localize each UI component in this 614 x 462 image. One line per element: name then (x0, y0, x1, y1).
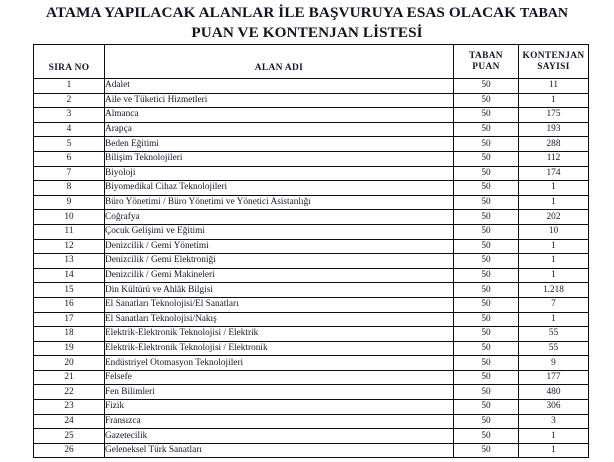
cell-alan-adi: Felsefe (105, 370, 454, 385)
cell-sira-no: 13 (34, 254, 105, 269)
cell-kontenjan-sayisi: 3 (519, 414, 589, 429)
page-title (0, 0, 614, 42)
column-header-kontenjan-line-1: KONTENJAN (522, 50, 585, 61)
cell-alan-adi: Büro Yönetimi / Büro Yönetimi ve Yönetici Asistanlığı (105, 195, 454, 210)
table-row (34, 443, 589, 458)
cell-alan-adi: Aile ve Tüketici Hizmetleri (105, 93, 454, 108)
cell-taban-puan: 50 (454, 414, 519, 429)
column-header-kontenjan-sayisi (519, 45, 589, 79)
table-row (34, 370, 589, 385)
cell-kontenjan-sayisi: 55 (519, 341, 589, 356)
cell-sira-no: 9 (34, 195, 105, 210)
taban-puan-kontenjan-table (33, 44, 589, 458)
cell-taban-puan: 50 (454, 429, 519, 444)
cell-sira-no: 23 (34, 400, 105, 415)
table-row (34, 283, 589, 298)
cell-kontenjan-sayisi: 306 (519, 400, 589, 415)
table-row (34, 137, 589, 152)
cell-alan-adi: Fizik (105, 400, 454, 415)
cell-taban-puan: 50 (454, 239, 519, 254)
cell-alan-adi: Bilişim Teknolojileri (105, 151, 454, 166)
cell-sira-no: 22 (34, 385, 105, 400)
column-header-sira-no: SIRA NO (34, 45, 105, 79)
cell-sira-no: 3 (34, 108, 105, 123)
cell-alan-adi: Gazetecilik (105, 429, 454, 444)
cell-sira-no: 4 (34, 122, 105, 137)
cell-kontenjan-sayisi: 202 (519, 210, 589, 225)
cell-sira-no: 17 (34, 312, 105, 327)
cell-kontenjan-sayisi: 1 (519, 181, 589, 196)
listing-table-container (33, 44, 588, 458)
cell-taban-puan: 50 (454, 108, 519, 123)
cell-taban-puan: 50 (454, 254, 519, 269)
cell-kontenjan-sayisi: 1 (519, 93, 589, 108)
cell-sira-no: 11 (34, 224, 105, 239)
table-row (34, 93, 589, 108)
table-row (34, 385, 589, 400)
cell-taban-puan: 50 (454, 137, 519, 152)
table-body (34, 79, 589, 458)
cell-kontenjan-sayisi: 1 (519, 239, 589, 254)
cell-alan-adi: Biyoloji (105, 166, 454, 181)
table-row (34, 166, 589, 181)
cell-kontenjan-sayisi: 112 (519, 151, 589, 166)
table-row (34, 268, 589, 283)
cell-sira-no: 6 (34, 151, 105, 166)
table-row (34, 195, 589, 210)
cell-sira-no: 10 (34, 210, 105, 225)
table-row (34, 312, 589, 327)
table-row (34, 254, 589, 269)
table-row (34, 239, 589, 254)
cell-taban-puan: 50 (454, 195, 519, 210)
column-header-alan-adi: ALAN ADI (105, 45, 454, 79)
cell-kontenjan-sayisi: 1 (519, 312, 589, 327)
cell-taban-puan: 50 (454, 122, 519, 137)
page-title-line-1-tail: TABAN (520, 6, 569, 21)
cell-alan-adi: El Sanatları Teknolojisi/El Sanatları (105, 297, 454, 312)
cell-alan-adi: Din Kültürü ve Ahlâk Bilgisi (105, 283, 454, 298)
table-row (34, 400, 589, 415)
cell-kontenjan-sayisi: 174 (519, 166, 589, 181)
cell-kontenjan-sayisi: 1 (519, 429, 589, 444)
cell-kontenjan-sayisi: 1 (519, 195, 589, 210)
cell-taban-puan: 50 (454, 356, 519, 371)
cell-kontenjan-sayisi: 55 (519, 327, 589, 342)
cell-kontenjan-sayisi: 1.218 (519, 283, 589, 298)
cell-taban-puan: 50 (454, 327, 519, 342)
table-row (34, 327, 589, 342)
cell-alan-adi: Denizcilik / Gemi Elektroniği (105, 254, 454, 269)
cell-sira-no: 7 (34, 166, 105, 181)
cell-taban-puan: 50 (454, 93, 519, 108)
cell-alan-adi: Fransızca (105, 414, 454, 429)
cell-kontenjan-sayisi: 193 (519, 122, 589, 137)
cell-taban-puan: 50 (454, 268, 519, 283)
cell-sira-no: 8 (34, 181, 105, 196)
cell-alan-adi: Beden Eğitimi (105, 137, 454, 152)
cell-alan-adi: Elektrik-Elektronik Teknolojisi / Elektrik (105, 327, 454, 342)
cell-taban-puan: 50 (454, 341, 519, 356)
cell-taban-puan: 50 (454, 151, 519, 166)
cell-taban-puan: 50 (454, 166, 519, 181)
table-row (34, 356, 589, 371)
table-row (34, 341, 589, 356)
table-row (34, 224, 589, 239)
cell-alan-adi: Almanca (105, 108, 454, 123)
column-header-taban-puan-line-1: TABAN (469, 50, 503, 61)
column-header-kontenjan-line-2: SAYISI (537, 61, 570, 72)
cell-kontenjan-sayisi: 1 (519, 254, 589, 269)
cell-alan-adi: Coğrafya (105, 210, 454, 225)
column-header-taban-puan-line-2: PUAN (472, 61, 500, 72)
table-header-row (34, 45, 589, 79)
cell-sira-no: 26 (34, 443, 105, 458)
cell-kontenjan-sayisi: 1 (519, 268, 589, 283)
cell-taban-puan: 50 (454, 370, 519, 385)
cell-sira-no: 2 (34, 93, 105, 108)
cell-sira-no: 18 (34, 327, 105, 342)
cell-taban-puan: 50 (454, 443, 519, 458)
table-row (34, 79, 589, 94)
table-row (34, 429, 589, 444)
cell-sira-no: 14 (34, 268, 105, 283)
cell-alan-adi: Geleneksel Türk Sanatları (105, 443, 454, 458)
cell-sira-no: 12 (34, 239, 105, 254)
cell-taban-puan: 50 (454, 79, 519, 94)
table-row (34, 122, 589, 137)
cell-sira-no: 24 (34, 414, 105, 429)
cell-alan-adi: Çocuk Gelişimi ve Eğitimi (105, 224, 454, 239)
cell-taban-puan: 50 (454, 312, 519, 327)
cell-alan-adi: Fen Bilimleri (105, 385, 454, 400)
cell-sira-no: 1 (34, 79, 105, 94)
cell-taban-puan: 50 (454, 400, 519, 415)
cell-alan-adi: Denizcilik / Gemi Makineleri (105, 268, 454, 283)
cell-taban-puan: 50 (454, 297, 519, 312)
cell-kontenjan-sayisi: 10 (519, 224, 589, 239)
cell-sira-no: 21 (34, 370, 105, 385)
page-title-line-2: PUAN VE KONTENJAN LİSTESİ (191, 23, 423, 41)
cell-alan-adi: Biyomedikal Cihaz Teknolojileri (105, 181, 454, 196)
cell-taban-puan: 50 (454, 181, 519, 196)
cell-alan-adi: Arapça (105, 122, 454, 137)
cell-taban-puan: 50 (454, 210, 519, 225)
table-row (34, 414, 589, 429)
cell-sira-no: 25 (34, 429, 105, 444)
cell-sira-no: 19 (34, 341, 105, 356)
table-row (34, 181, 589, 196)
cell-alan-adi: El Sanatları Teknolojisi/Nakış (105, 312, 454, 327)
cell-sira-no: 5 (34, 137, 105, 152)
cell-kontenjan-sayisi: 480 (519, 385, 589, 400)
cell-kontenjan-sayisi: 9 (519, 356, 589, 371)
cell-kontenjan-sayisi: 1 (519, 443, 589, 458)
cell-sira-no: 16 (34, 297, 105, 312)
table-row (34, 210, 589, 225)
cell-kontenjan-sayisi: 175 (519, 108, 589, 123)
cell-alan-adi: Adalet (105, 79, 454, 94)
cell-kontenjan-sayisi: 177 (519, 370, 589, 385)
page-title-line-1: ATAMA YAPILACAK ALANLAR İLE BAŞVURUYA ESAS OLACAK (45, 4, 521, 21)
table-row (34, 151, 589, 166)
cell-kontenjan-sayisi: 11 (519, 79, 589, 94)
cell-sira-no: 15 (34, 283, 105, 298)
cell-alan-adi: Denizcilik / Gemi Yönetimi (105, 239, 454, 254)
cell-taban-puan: 50 (454, 385, 519, 400)
cell-alan-adi: Endüstriyel Otomasyon Teknolojileri (105, 356, 454, 371)
cell-kontenjan-sayisi: 288 (519, 137, 589, 152)
column-header-taban-puan (454, 45, 519, 79)
cell-alan-adi: Elektrik-Elektronik Teknolojisi / Elektronik (105, 341, 454, 356)
cell-taban-puan: 50 (454, 283, 519, 298)
table-row (34, 297, 589, 312)
table-row (34, 108, 589, 123)
cell-taban-puan: 50 (454, 224, 519, 239)
cell-kontenjan-sayisi: 7 (519, 297, 589, 312)
table-header (34, 45, 589, 79)
cell-sira-no: 20 (34, 356, 105, 371)
